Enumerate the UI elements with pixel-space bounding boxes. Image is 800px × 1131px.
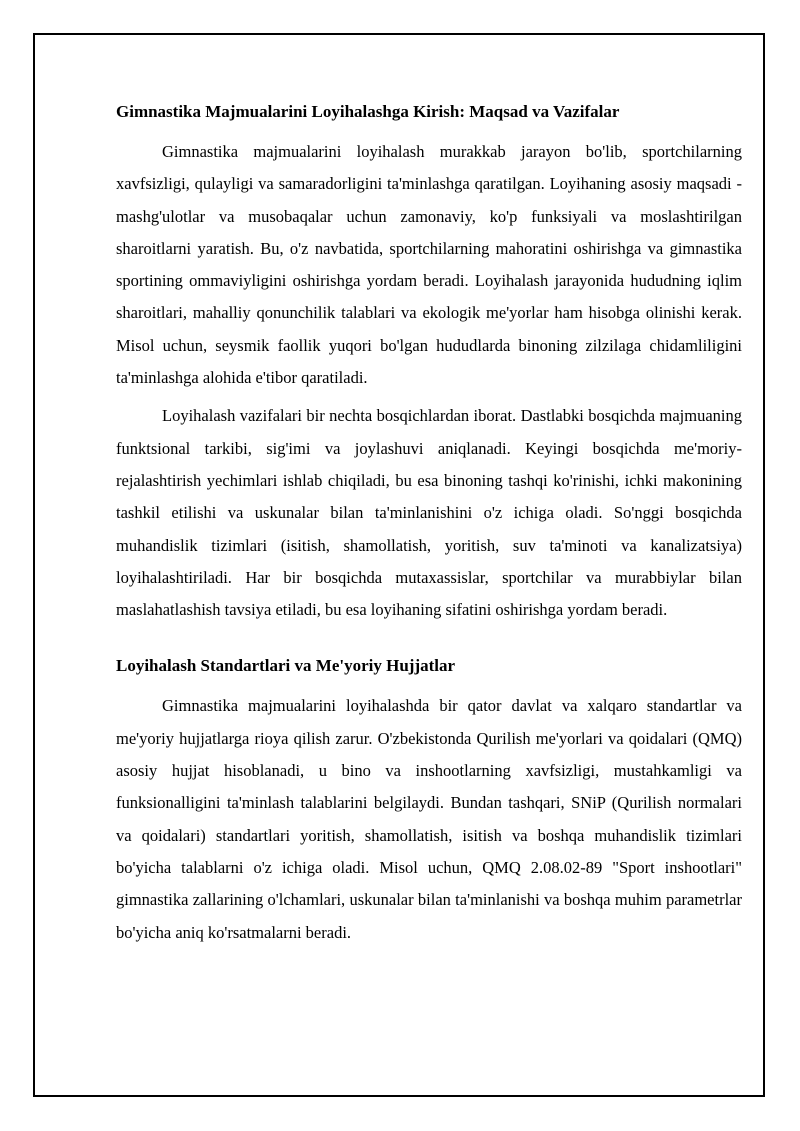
- section-standards: [116, 654, 742, 948]
- body-paragraph: Loyihalash vazifalari bir nechta bosqichlardan iborat. Dastlabki bosqichda majmuaning funktsional tarkibi, sig'imi va joylashuvi aniqlanadi. Keyingi bosqichda me'moriy-rejalashtirish yechimlari ishlab chiqiladi, bu esa binoning tashqi ko'rinishi, ichki makonining tashkil etilishi va uskunalar bilan ta'minlanishini o'z ichiga oladi. So'nggi bosqichda muhandislik tizimlari (isitish, shamollatish, yoritish, suv ta'minoti va kanalizatsiya) loyihalashtiriladi. Har bir bosqichda mutaxassislar, sportchilar va murabbiylar bilan maslahatlashish tavsiya etiladi, bu esa loyihaning sifatini oshirishga yordam beradi.: [116, 406, 742, 620]
- section-heading: Gimnastika Majmualarini Loyihalashga Kirish: Maqsad va Vazifalar: [116, 102, 620, 121]
- section-introduction: [116, 100, 742, 626]
- body-paragraph: Gimnastika majmualarini loyihalashda bir qator davlat va xalqaro standartlar va me'yoriy hujjatlarga rioya qilish zarur. O'zbekistonda Qurilish me'yorlari va qoidalari (QMQ) asosiy hujjat hisoblanadi, u bino va inshootlarning xavfsizligi, mustahkamligi va funksionalligini ta'minlash talablarini belgilaydi. Bundan tashqari, SNiP (Qurilish normalari va qoidalari) standartlari yoritish, shamollatish, isitish va boshqa muhandislik tizimlari bo'yicha talablarni o'z ichiga oladi. Misol uchun, QMQ 2.08.02-89 "Sport inshootlari" gimnastika zallarining o'lchamlari, uskunalar bilan ta'minlanishi va boshqa muhim parametrlar bo'yicha aniq ko'rsatmalarni beradi.: [116, 696, 742, 942]
- document-content: [116, 100, 742, 955]
- section-heading: Loyihalash Standartlari va Me'yoriy Hujjatlar: [116, 656, 456, 676]
- body-paragraph: Gimnastika majmualarini loyihalash murakkab jarayon bo'lib, sportchilarning xavfsizligi, qulayligi va samaradorligini ta'minlashga qaratilgan. Loyihaning asosiy maqsadi - mashg'ulotlar va musobaqalar uchun zamonaviy, ko'p funksiyali va moslashtirilgan sharoitlarni yaratish. Bu, o'z navbatida, sportchilarning mahoratini oshirishga va gimnastika sportining ommaviyligini oshirishga yordam beradi. Loyihalash jarayonida hududning iqlim sharoitlari, mahalliy qonunchilik talablari va ekologik me'yorlar ham hisobga olinishi kerak. Misol uchun, seysmik faollik yuqori bo'lgan hududlarda binoning zilzilaga chidamliligini ta'minlashga alohida e'tibor qaratiladi.: [116, 142, 742, 388]
